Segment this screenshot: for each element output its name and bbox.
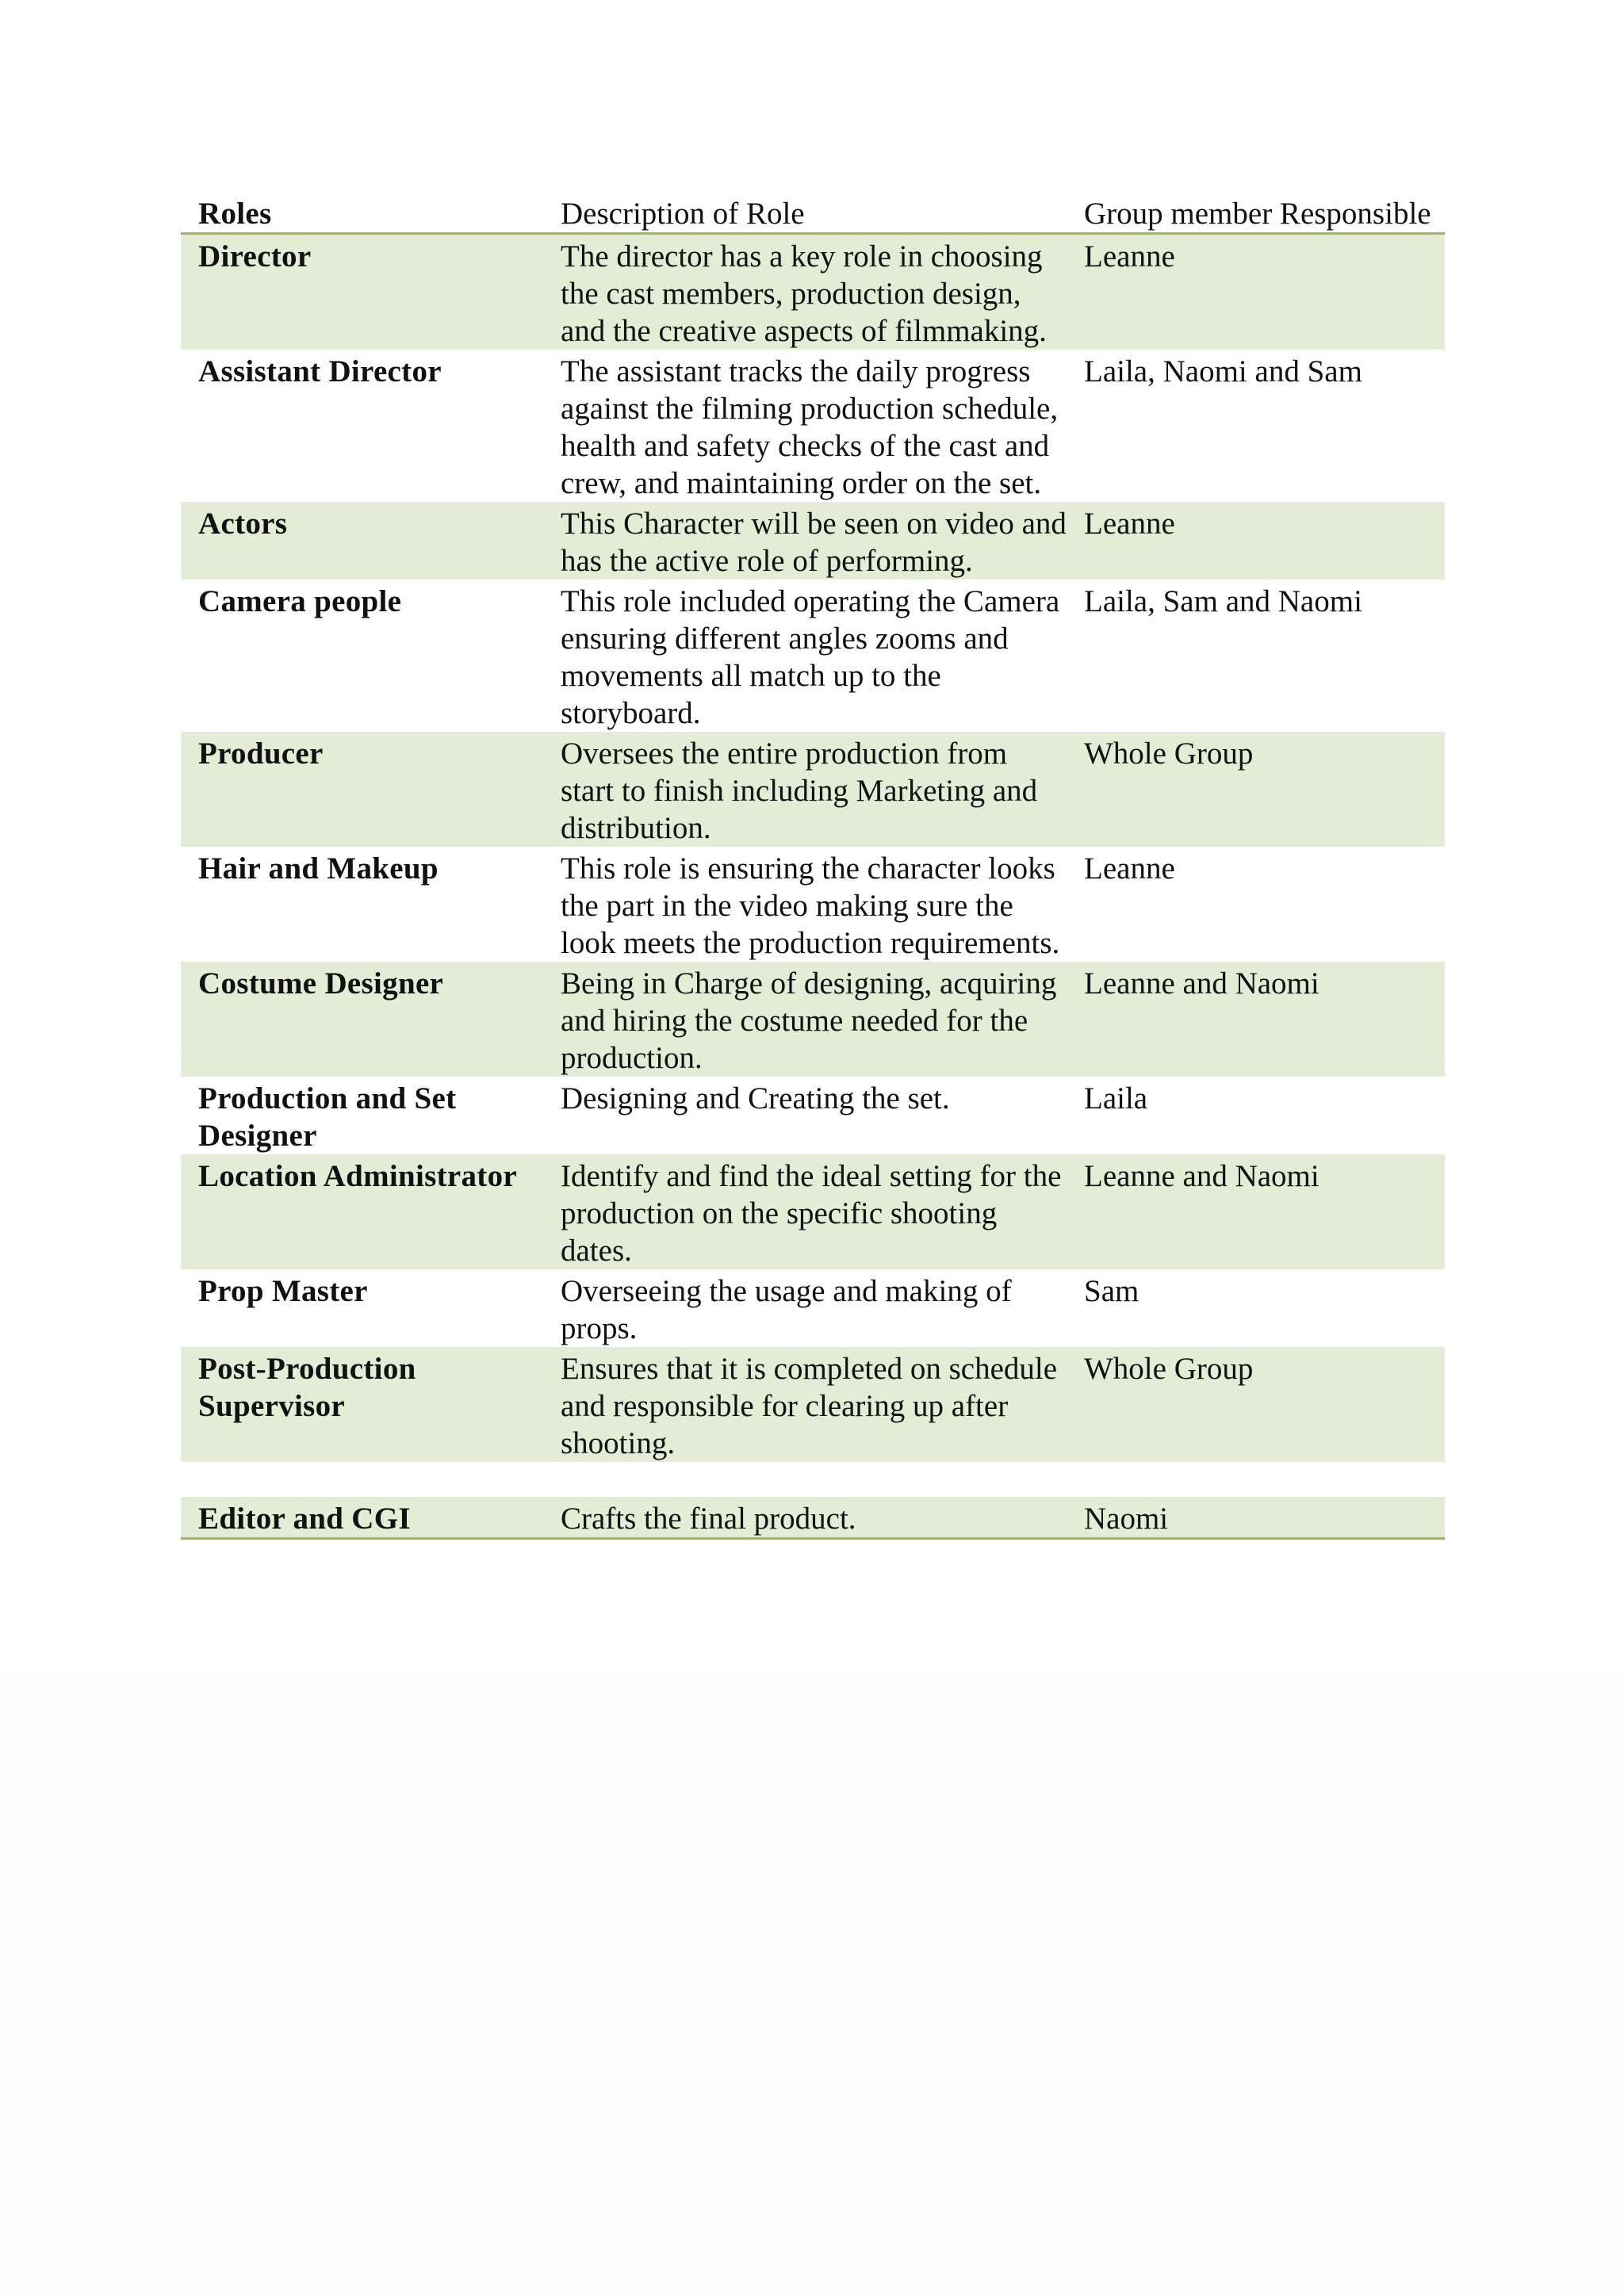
description-cell: Designing and Creating the set. (561, 1081, 950, 1115)
description-cell: Being in Charge of designing, acquiring and hiring the costume needed for the production. (543, 962, 1067, 1077)
role-cell: Costume Designer (181, 962, 543, 1077)
table-row (181, 847, 1445, 962)
member-cell: Leanne and Naomi (1067, 1154, 1445, 1269)
role-cell: Hair and Makeup (198, 851, 439, 886)
table-row (181, 1497, 1445, 1539)
table-row (181, 1077, 1445, 1154)
member-cell: Laila, Sam and Naomi (1084, 584, 1362, 618)
header-description: Description of Role (561, 197, 805, 231)
header-group-member: Group member Responsible (1084, 197, 1431, 231)
role-cell: Actors (181, 502, 543, 580)
description-cell: Identify and find the ideal setting for the production on the specific shooting dates. (543, 1154, 1067, 1269)
role-cell: Post-Production Supervisor (181, 1347, 543, 1462)
description-cell: This role is ensuring the character looks the part in the video making sure the look meets the production requirements. (561, 851, 1060, 960)
role-cell: Editor and CGI (181, 1497, 543, 1539)
member-cell: Whole Group (1067, 1347, 1445, 1462)
member-cell: Laila, Naomi and Sam (1084, 354, 1362, 388)
table-row (181, 962, 1445, 1077)
role-cell: Prop Master (198, 1274, 368, 1308)
table-row (181, 1269, 1445, 1347)
role-cell: Producer (181, 732, 543, 847)
description-cell: Ensures that it is completed on schedule and responsible for clearing up after shooting. (543, 1347, 1067, 1462)
member-cell: Leanne (1067, 234, 1445, 350)
description-cell: Overseeing the usage and making of props. (561, 1274, 1012, 1345)
table-row (181, 1154, 1445, 1269)
table-row (181, 1347, 1445, 1462)
member-cell: Leanne and Naomi (1067, 962, 1445, 1077)
member-cell: Leanne (1067, 502, 1445, 580)
member-cell: Naomi (1067, 1497, 1445, 1539)
table-row (181, 234, 1445, 350)
table-spacer-row (181, 1462, 1445, 1497)
role-cell: Location Administrator (181, 1154, 543, 1269)
header-roles: Roles (198, 197, 272, 231)
description-cell: Crafts the final product. (543, 1497, 1067, 1539)
description-cell: Oversees the entire production from start to finish including Marketing and distribution. (543, 732, 1067, 847)
description-cell: The assistant tracks the daily progress against the filming production schedule, health and safety checks of the cast and crew, and maintaining order on the set. (561, 354, 1059, 500)
member-cell: Sam (1084, 1274, 1139, 1308)
roles-table (181, 190, 1445, 1540)
role-cell: Production and Set Designer (198, 1081, 457, 1153)
member-cell: Leanne (1084, 851, 1175, 886)
table-row (181, 580, 1445, 732)
table-row (181, 502, 1445, 580)
description-cell: This Character will be seen on video and has the active role of performing. (543, 502, 1067, 580)
table-row (181, 350, 1445, 502)
role-cell: Assistant Director (198, 354, 442, 388)
table-header-row (181, 190, 1445, 234)
role-cell: Director (181, 234, 543, 350)
description-cell: This role included operating the Camera ensuring different angles zooms and movements all match up to the storyboard. (561, 584, 1060, 730)
role-cell: Camera people (198, 584, 402, 618)
page-lower-area (0, 1673, 1624, 2296)
member-cell: Laila (1084, 1081, 1148, 1115)
table-row (181, 732, 1445, 847)
description-cell: The director has a key role in choosing the cast members, production design, and the creative aspects of filmmaking. (543, 234, 1067, 350)
member-cell: Whole Group (1067, 732, 1445, 847)
